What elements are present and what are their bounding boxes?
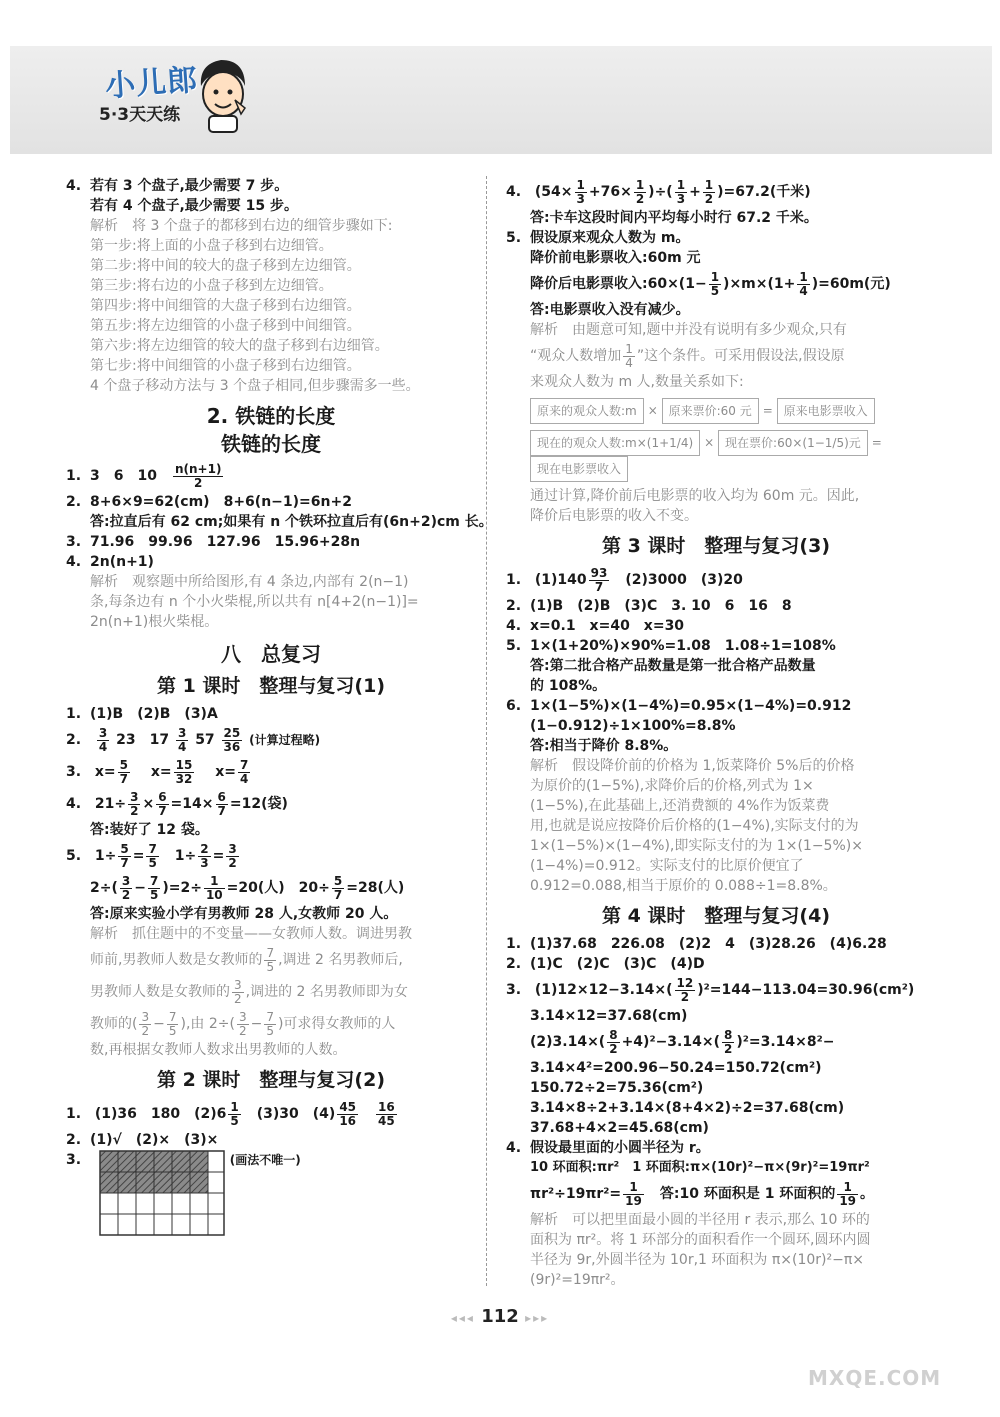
explanation-line: 半径为 9r,外圆半径为 10r,1 环面积为 π×(10r)²−π× [530, 1252, 864, 1268]
brand-logo [85, 58, 255, 138]
explanation-line: (1−5%),在此基础上,还消费额的 4%作为饭菜费 [530, 798, 830, 814]
answer-text: 答:卡车这段时间内平均每小时行 67.2 千米。 [530, 210, 818, 226]
diagram-box: 现在电影票收入 [530, 456, 628, 482]
answer-text: 若有 3 个盘子,最少需要 7 步。 [90, 178, 289, 194]
explanation-line: 0.912=0.088,相当于原价的 0.088÷1=8.8%。 [530, 878, 837, 894]
page-footer [0, 1306, 1000, 1327]
explanation-line: 数,再根据女教师人数求出男教师的人数。 [90, 1042, 347, 1058]
chapter-title: 八 总复习 [221, 642, 321, 666]
answer-text: 3.14×8÷2+3.14×(8+4×2)÷2=37.68(cm) [530, 1100, 845, 1116]
explanation-line: (1−4%)=0.912。实际支付的比原价便宜了 [530, 858, 804, 874]
answer-text: 答:第二批合格产品数量是第一批合格产品数量 [530, 658, 816, 674]
explanation-line: 降价后电影票的收入不变。 [530, 508, 698, 524]
answer-text: 答:拉直后有 62 cm;如果有 n 个铁环拉直后有(6n+2)cm 长。 [90, 514, 493, 530]
answer-text: 10 环面积:πr² 1 环面积:π×(10r)²−π×(9r)²=19πr² [530, 1160, 870, 1175]
explanation-line: (9r)²=19πr²。 [530, 1272, 625, 1288]
explanation-line: 2n(n+1)根火柴棍。 [90, 614, 219, 630]
explanation-line: 条,每条边有 n 个小火柴棍,所以共有 n[4+2(n−1)]= [90, 594, 419, 610]
answer-text: 答:原来实验小学有男教师 28 人,女教师 20 人。 [90, 906, 398, 922]
diagram-box: 原来的观众人数:m [530, 398, 644, 424]
answer-text: 若有 4 个盘子,最少需要 15 步。 [90, 198, 299, 214]
explanation-line: 第一步:将上面的小盘子移到右边细管。 [90, 238, 333, 254]
column-divider [486, 176, 487, 1286]
explanation-line: 通过计算,降价前后电影票的收入均为 60m 元。因此, [530, 488, 860, 504]
explanation-line: 第六步:将左边细管的较大的盘子移到右边细管。 [90, 338, 389, 354]
site-watermark: MXQE.COM [808, 1366, 942, 1390]
answer-text: 37.68+4×2=45.68(cm) [530, 1120, 709, 1136]
answer-text: 答:电影票收入没有减少。 [530, 302, 690, 318]
answer-text: 降价前电影票收入:60m 元 [530, 250, 701, 266]
explanation-line: 为原价的(1−5%),求降价后的价格,列式为 1× [530, 778, 814, 794]
relationship-diagram: 原来的观众人数:m × 原来票价:60 元 = 原来电影票收入 现在的观众人数:m×(1+1/4) × 现在票价:60×(1−1/5)元 = 现在电影票收入 [506, 398, 926, 482]
diagram-box: 现在票价:60×(1−1/5)元 [718, 430, 868, 456]
explanation-line: 第四步:将中间细管的大盘子移到右边细管。 [90, 298, 361, 314]
explanation-line: 第二步:将中间的较大的盘子移到左边细管。 [90, 258, 361, 274]
diagram-box: 现在的观众人数:m×(1+1/4) [530, 430, 700, 456]
explanation-line: 4 个盘子移动方法与 3 个盘子相同,但步骤需多一些。 [90, 378, 420, 394]
section-subtitle: 铁链的长度 [221, 432, 321, 456]
shaded-grid-figure [99, 1150, 225, 1236]
cartoon-boy-icon [195, 56, 251, 134]
answer-text: 答:装好了 12 袋。 [90, 822, 209, 838]
page-number: 112 [481, 1306, 519, 1327]
prev-arrows: ◂◂◂ [450, 1311, 475, 1325]
answer-text: (1−0.912)÷1×100%=8.8% [530, 718, 736, 734]
answer-text: 3.14×12=37.68(cm) [530, 1008, 688, 1024]
explanation-line: 来观众人数为 m 人,数量关系如下: [530, 374, 744, 390]
explanation-line: 第七步:将中间细管的小盘子移到右边细管。 [90, 358, 361, 374]
diagram-box: 原来电影票收入 [777, 398, 875, 424]
explanation-line: 面积为 πr²。将 1 环部分的面积看作一个圆环,圆环内圆 [530, 1232, 871, 1248]
explanation-label: 解析 [90, 218, 118, 234]
answer-text: 的 108%。 [530, 678, 607, 694]
right-column: 4. (54× $\frac{1}{3}$ +76× $\frac{1}{2}$ )÷( $\frac{1}{3}$ + $\frac{1}{2}$ )=67.2(千米) 答:卡车这段时间内平均每小时行 67.2 千米。 5. 假设原来观众人数为 m。 降价前电影票收入:60m 元 降价后电影票收入:60×(1− $\frac{1}{5}$ )×m×(1+ $\frac{1}{4}$ )=60m(元) 答:电影票收入没有减少。 解析 由题意可知,题中并没有说明有多少观众,只有 “观众人数增加 $\frac{1}{4}$ ”这个条件。可采用假设法,假设原 来观众人数为 m 人,数量关系如下: 原来的观众人数:m × 原来票价:60 元 = 原来电影票收入 现在的观众人数:m×(1+1/4) × 现在票价:60×(1−1/5)元 = 现在电影票收入 通过计算,降价前后电影票的收入均为 60m 元。因此, 降价后电影票的收入不变。 第 3 课时 整理与复习(3) 1. (1)140 $\frac{93}{7}$ (2)3000 (3)20 2. (1)B (2)B (3)C 3. 10 6 16 8 4. x=0.1 x=40 x=30 5. 1×(1+20%)×90%=1.08 1.08÷1=108% 答:第二批合格产品数量是第一批合格产品数量 的 108%。 6. 1×(1−5%)×(1−4%)=0.95×(1−4%)=0.912 (1−0.912)÷1×100%=8.8% 答:相当于降价 8.8%。 解析 假设降价前的价格为 1,饭菜降价 5%后的价格 为原价的(1−5%),求降价后的价格,列式为 1× (1−5%),在此基础上,还消费额的 4%作为饭菜费 用,也就是说应按降价后价格的(1−4%),实际支付的为 1×(1−5%)×(1−4%),即实际支付的为 1×(1−5%)× (1−4%)=0.912。实际支付的比原价便宜了 0.912=0.088,相当于原价的 0.088÷1=8.8%。 第 4 课时 整理与复习(4) 1. (1)37.68 226.08 (2)2 4 (3)28.26 (4)6.28 2. (1)C (2)C (3)C (4)D 3. (1)12×12−3.14×( $\frac{12}{2}$ )²=144−113.04=30.96(cm²) 3.14×12=37.68(cm) (2)3.14×( $\frac{8}{2}$ +4)²−3.14×( $\frac{8}{2}$ )²=3.14×8²− 3.14×4²=200.96−50.24=150.72(cm²) 150.72÷2=75.36(cm²) 3.14×8÷2+3.14×(8+4×2)÷2=37.68(cm) 37.68+4×2=45.68(cm) 4. 假设最里面的小圆半径为 r。 10 环面积:πr² 1 环面积:π×(10r)²−π×(9r)²=19πr² πr²÷19πr²= $\frac{1}{19}$ 答:10 环面积是 1 环面积的 $\frac{1}{19}$ 。 解析 可以把里面最小圆的半径用 r 表示,那么 10 环的 面积为 πr²。将 1 环部分的面积看作一个圆环,圆环内圆 半径为 9r,外圆半径为 10r,1 环面积为 π×(10r)²−π× (9r)²=19πr²。 [506, 176, 926, 1290]
lesson-title: 第 4 课时 整理与复习(4) [601, 905, 831, 927]
explanation-line: 用,也就是说应按降价后价格的(1−4%),实际支付的为 [530, 818, 859, 834]
answer-text: 答:相当于降价 8.8%。 [530, 738, 678, 754]
answer-text: 150.72÷2=75.36(cm²) [530, 1080, 704, 1096]
answer-text: 3.14×4²=200.96−50.24=150.72(cm²) [530, 1060, 822, 1076]
fraction: $\frac{n(n+1)}{2}$ [174, 461, 222, 490]
logo-subtitle: 5·3天天练 [99, 105, 181, 125]
lesson-title: 第 1 课时 整理与复习(1) [156, 675, 386, 697]
next-arrows: ▸▸▸ [525, 1311, 550, 1325]
explanation-line: 1×(1−5%)×(1−4%),即实际支付的为 1×(1−5%)× [530, 838, 863, 854]
explanation-line: 第五步:将左边细管的小盘子移到中间细管。 [90, 318, 361, 334]
lesson-title: 第 3 课时 整理与复习(3) [601, 535, 831, 557]
explanation-line: 第三步:将右边的小盘子移到左边细管。 [90, 278, 333, 294]
left-column: 4. 若有 3 个盘子,最少需要 7 步。 若有 4 个盘子,最少需要 15 步。 解析 将 3 个盘子的都移到右边的细管步骤如下: 第一步:将上面的小盘子移到右边细管。 第二步:将中间的较大的盘子移到左边细管。 第三步:将右边的小盘子移到左边细管。 第四步:将中间细管的大盘子移到右边细管。 第五步:将左边细管的小盘子移到中间细管。 第六步:将左边细管的较大的盘子移到右边细管。 第七步:将中间细管的小盘子移到右边细管。 4 个盘子移动方法与 3 个盘子相同,但步骤需多一些。 2. 铁链的长度 铁链的长度 1. 3 6 10 $\frac{n(n+1)}{2}$ 2. 8+6×9=62(cm) 8+6(n−1)=6n+2 答:拉直后有 62 cm;如果有 n 个铁环拉直后有(6n+2)cm 长。 3. 71.96 99.96 127.96 15.96+28n 4. 2n(n+1) 解析 观察题中所给图形,有 4 条边,内部有 2(n−1) 条,每条边有 n 个小火柴棍,所以共有 n[4+2(n−1)]= 2n(n+1)根火柴棍。 八 总复习 第 1 课时 整理与复习(1) 1. (1)B (2)B (3)A 2. $\frac{3}{4}$ 23 17 $\frac{3}{4}$ 57 $\frac{25}{36}$ (计算过程略) 3. x= $\frac{5}{7}$ x= $\frac{15}{32}$ x= $\frac{7}{4}$ 4. 21÷ $\frac{3}{2}$ × $\frac{6}{7}$ =14× $\frac{6}{7}$ =12(袋) 答:装好了 12 袋。 5. 1÷ $\frac{5}{7}$ = $\frac{7}{5}$ 1÷ $\frac{2}{3}$ = $\frac{3}{2}$ 2÷( $\frac{3}{2}$ − $\frac{7}{5}$ )=2÷ $\frac{1}{10}$ =20(人) 20÷ $\frac{5}{7}$ =28(人) 答:原来实验小学有男教师 28 人,女教师 20 人。 解析 抓住题中的不变量——女教师人数。调进男教 师前,男教师人数是女教师的 $\frac{7}{5}$ ,调进 2 名男教师后, 男教师人数是女教师的 $\frac{3}{2}$ ,调进的 2 名男教师即为女 教师的( $\frac{3}{2}$ − $\frac{7}{5}$ ),由 2÷( $\frac{3}{2}$ − $\frac{7}{5}$ )可求得女教师的人 数,再根据女教师人数求出男教师的人数。 第 2 课时 整理与复习(2) 1. (1)36 180 (2)6 $\frac{1}{5}$ (3)30 (4) $\frac{45}{16}$ $\frac{16}{45}$ 2. (1)√ (2)× (3)× 3. (画法不唯一) [66, 176, 476, 1236]
diagram-box: 原来票价:60 元 [662, 398, 759, 424]
logo-title: 小儿郎 [104, 62, 200, 105]
section-title: 2. 铁链的长度 [206, 404, 336, 428]
lesson-title: 第 2 课时 整理与复习(2) [156, 1069, 386, 1091]
